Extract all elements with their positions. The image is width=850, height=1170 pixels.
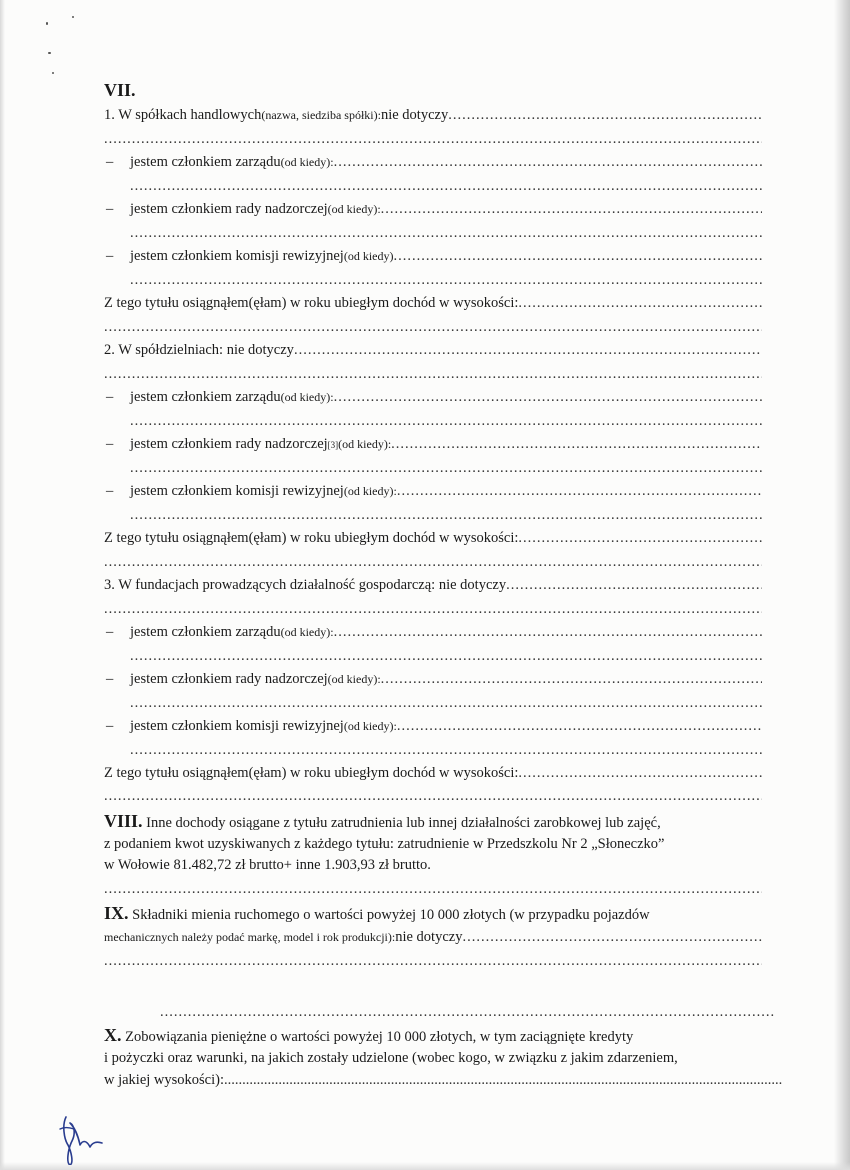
section-x: [104, 1025, 762, 1069]
section-viii: [104, 811, 764, 876]
dotted-fill: [518, 292, 762, 316]
section-x-line2: i pożyczki oraz warunki, na jakich zostały udzielone (wobec kogo, w związku z jakim zdarzeniem,: [104, 1049, 678, 1066]
s1-value: nie dotyczy: [380, 107, 449, 123]
s2-income-row: [104, 527, 762, 551]
dotted-fill: [518, 762, 762, 786]
section-vii-heading: VII.: [104, 80, 136, 100]
dotted-line: [104, 878, 762, 902]
dotted-fill: [104, 363, 762, 387]
blank-gap: [104, 973, 762, 1001]
dash: –: [106, 483, 114, 499]
s1-komisja-note: (od kiedy): [343, 249, 394, 263]
s2-zarzad: jestem członkiem zarządu: [130, 389, 281, 405]
s3-komisja: jestem członkiem komisji rewizyjnej: [130, 718, 344, 734]
dash: –: [106, 671, 114, 687]
dotted-fill: [334, 151, 762, 175]
section-ix: [104, 903, 762, 926]
dash: –: [106, 436, 114, 452]
s2-lead: 2. W spółdzielniach: nie dotyczy: [104, 342, 294, 358]
s2-komisja-note: (od kiedy):: [343, 484, 397, 498]
s2-zarzad-note: (od kiedy):: [280, 390, 334, 404]
s1-zarzad: jestem członkiem zarządu: [130, 154, 281, 170]
dotted-fill: [393, 245, 762, 269]
s2-komisja: jestem członkiem komisji rewizyjnej: [130, 483, 344, 499]
s2-lead-row: [104, 339, 762, 363]
s3-rada-row: [104, 668, 762, 692]
dash: –: [106, 201, 114, 217]
dotted-fill: [104, 878, 762, 902]
dotted-fill: [130, 504, 762, 528]
dotted-fill: [381, 668, 762, 692]
dotted-line: [104, 316, 762, 340]
s1-rada-row: [104, 198, 762, 222]
section-viii-line2: z podaniem kwot uzyskiwanych z każdego tytułu: zatrudnienie w Przedszkolu Nr 2 „Słoneczko”: [104, 835, 665, 852]
dash: –: [106, 248, 114, 264]
dotted-fill: [397, 480, 762, 504]
dotted-line: [104, 1001, 776, 1025]
s1-zarzad-row: [104, 151, 762, 175]
dotted-fill: [130, 457, 762, 481]
s2-rada-row: – jestem członkiem rady nadzorczej [3] (od kiedy): .....: [104, 433, 762, 457]
s2-rada: jestem członkiem rady nadzorczej: [130, 436, 328, 452]
section-ix-text: Składniki mienia ruchomego o wartości powyżej 10 000 złotych (w przypadku pojazdów: [128, 907, 650, 923]
dotted-line: [104, 598, 762, 622]
s1-rada: jestem członkiem rady nadzorczej: [130, 201, 328, 217]
dotted-fill: [381, 198, 762, 222]
dotted-fill: [104, 551, 762, 575]
dotted-fill: [130, 410, 762, 434]
scan-edge-bottom: [0, 1162, 850, 1170]
dotted-line: [104, 363, 762, 387]
scan-edge-left: [0, 0, 5, 1170]
s1-zarzad-note: (od kiedy):: [280, 155, 334, 169]
s3-lead-row: [104, 574, 762, 598]
dotted-fill: [506, 574, 762, 598]
dotted-line: [104, 222, 762, 246]
dotted-fill: [391, 433, 762, 457]
s2-rada-note: (od kiedy):: [338, 437, 392, 451]
section-x-line1: [104, 1025, 762, 1048]
dotted-line: [104, 457, 762, 481]
dotted-line: [104, 504, 762, 528]
handwritten-initials: [52, 1105, 112, 1165]
s1-komisja: jestem członkiem komisji rewizyjnej: [130, 248, 344, 264]
section-viii-text: Inne dochody osiągane z tytułu zatrudnienia lub innej działalności zarobkowej lub zajęć,: [142, 814, 661, 831]
s1-rada-note: (od kiedy):: [327, 202, 381, 216]
dotted-fill: [130, 739, 762, 763]
scan-speck: [46, 22, 48, 25]
section-x-text: Zobowiązania pieniężne o wartości powyżej 10 000 złotych, w tym zaciągnięte kredyty: [121, 1028, 634, 1045]
dotted-line: [104, 269, 762, 293]
section-ix-heading: IX.: [104, 903, 129, 923]
scan-speck: [52, 72, 54, 74]
dotted-line: [104, 645, 762, 669]
dotted-fill: [130, 222, 762, 246]
dotted-fill: [104, 786, 762, 807]
section-x-question: w jakiej wysokości):: [104, 1071, 225, 1088]
dotted-fill: [130, 692, 762, 716]
s1-lead-row: [104, 104, 762, 128]
dotted-fill: [130, 175, 762, 199]
s3-rada: jestem członkiem rady nadzorczej: [130, 671, 328, 687]
dotted-fill: [448, 104, 762, 128]
scan-speck: [48, 52, 51, 54]
s1-income: Z tego tytułu osiągnąłem(ęłam) w roku ubiegłym dochód w wysokości:: [104, 295, 519, 311]
s1-lead: 1. W spółkach handlowych: [104, 107, 262, 123]
section-ix-value: nie dotyczy: [395, 929, 463, 945]
s2-komisja-row: [104, 480, 762, 504]
dotted-fill: [104, 598, 762, 622]
s1-komisja-row: [104, 245, 762, 269]
dotted-line: [104, 692, 762, 716]
s1-lead-note: (nazwa, siedziba spółki):: [261, 108, 381, 122]
section-ix-line1: [104, 903, 762, 926]
dotted-line: [104, 128, 762, 152]
declaration-form: [104, 80, 762, 1092]
dotted-fill: [462, 926, 762, 950]
s3-zarzad-note: (od kiedy):: [280, 625, 334, 639]
dotted-fill: [334, 621, 762, 645]
section-x-heading: X.: [104, 1024, 122, 1045]
dotted-line: [104, 410, 762, 434]
dotted-line: [104, 786, 762, 807]
s3-zarzad: jestem członkiem zarządu: [130, 624, 281, 640]
scan-speck: [72, 16, 74, 18]
dotted-fill: [224, 1069, 782, 1093]
dotted-fill: [518, 527, 762, 551]
dotted-fill: [160, 1001, 776, 1025]
dotted-fill: [104, 316, 762, 340]
s3-income-row: [104, 762, 762, 786]
dash: –: [106, 154, 114, 170]
s3-income: Z tego tytułu osiągnąłem(ęłam) w roku ubiegłym dochód w wysokości:: [104, 765, 519, 781]
dotted-fill: [130, 269, 762, 293]
dotted-fill: [130, 645, 762, 669]
dotted-fill: [104, 128, 762, 152]
dotted-fill: [397, 715, 762, 739]
dotted-fill: [104, 950, 762, 974]
s3-rada-note: (od kiedy):: [327, 672, 381, 686]
s1-income-row: [104, 292, 762, 316]
section-viii-line1: [104, 811, 764, 834]
s3-komisja-row: [104, 715, 762, 739]
section-x-line3: [104, 1069, 782, 1093]
dotted-fill: [294, 339, 762, 363]
section-ix-line2: [104, 926, 762, 950]
section-viii-heading: VIII.: [104, 810, 143, 831]
dotted-line: [104, 551, 762, 575]
dotted-line: [104, 175, 762, 199]
s2-zarzad-row: [104, 386, 762, 410]
dash: –: [106, 718, 114, 734]
scan-edge-right: [834, 0, 850, 1170]
s3-zarzad-row: [104, 621, 762, 645]
dotted-line: [104, 739, 762, 763]
s3-komisja-note: (od kiedy):: [343, 719, 397, 733]
dash: –: [106, 389, 114, 405]
section-ix-note: mechanicznych należy podać markę, model i rok produkcji):: [104, 930, 396, 944]
s2-income: Z tego tytułu osiągnąłem(ęłam) w roku ubiegłym dochód w wysokości:: [104, 530, 519, 546]
section-viii-line3: w Wołowie 81.482,72 zł brutto+ inne 1.903,93 zł brutto.: [104, 856, 431, 873]
dotted-fill: [334, 386, 762, 410]
dash: –: [106, 624, 114, 640]
s3-lead: 3. W fundacjach prowadzących działalność gospodarczą: nie dotyczy: [104, 577, 507, 593]
dotted-line: [104, 950, 762, 974]
